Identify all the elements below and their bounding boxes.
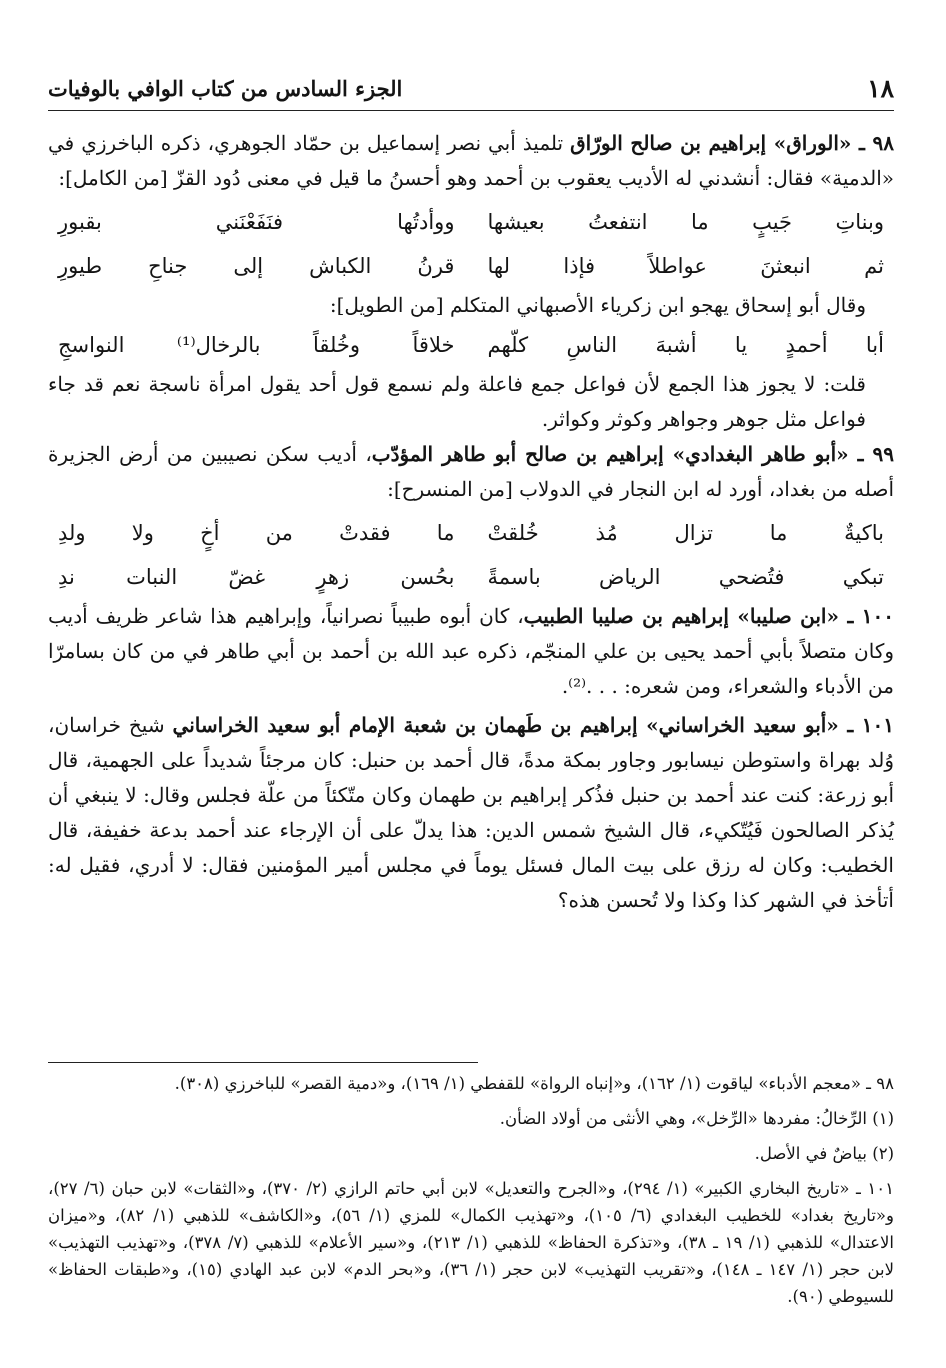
verse-second-hemistich: خلاقاً وخُلقاً بالرخال⁽¹⁾ النواسجِ — [58, 333, 455, 357]
entry-101-paragraph — [48, 708, 894, 918]
entry-101-text: شيخ خراسان، وُلد بهراة واستوطن نيسابور وجاور بمكة مدةً، قال أحمد بن حنبل: كان مرجئاً شديداً على الجهمية، قال أبو زرعة: كنت عند أحمد بن حنبل فذُكر إبراهيم بن طهمان وكان متّكئاً من علّة فجلس وقال: لا ينبغي أن يُذكر الصالحون فَيُتّكيء، قال الشيخ شمس الدين: هذا يدلّ على أن الإرجاء عند أحمد بدعة خفيفة، قال الخطيب: وكان له رزق على بيت المال فسئل يوماً في مجلس أمير المؤمنين فقال: لا أدري، فقيل له: أتأخذ في الشهر كذا وكذا ولا تُحسن هذه؟ — [48, 713, 894, 912]
entry-98-paragraph — [48, 126, 894, 196]
footnote-2: (٢) بياضٌ في الأصل. — [754, 1144, 894, 1163]
verse-first-hemistich: تبكي فتُضحي الرياض باسمةً — [487, 565, 884, 589]
footnote-divider — [48, 1062, 478, 1063]
entry-100-text: ، كان أبوه طبيباً نصرانياً، وإبراهيم هذا شاعر ظريف أديب وكان متصلاً بأبي أحمد يحيى بن علي المنجّم، ذكره عبد الله بن أحمد بن أبي طاهر في من كان بسامرّا من الأدباء والشعراء، ومن شعره: . . .⁽²⁾. — [48, 604, 894, 698]
verse-line — [48, 511, 894, 555]
entry-98-heading: ٩٨ ـ «الوراق» إبراهيم بن صالح الورّاق — [570, 131, 894, 155]
verse-first-hemistich: وبناتِ جَيبٍ ما انتفعتُ بعيشها — [487, 210, 884, 234]
verse-line — [48, 323, 894, 367]
footnote-98: ٩٨ ـ «معجم الأدباء» لياقوت (١/ ١٦٢)، و«إنباه الرواة» للقفطي (١/ ١٦٩)، و«دمية القصر» للباخرزي (٣٠٨). — [174, 1074, 894, 1093]
running-title: الجزء السادس من كتاب الوافي بالوفيات — [48, 75, 403, 101]
page-header — [48, 66, 894, 111]
footnote-101: ١٠١ ـ «تاريخ البخاري الكبير» (١/ ٢٩٤)، و«الجرح والتعديل» لابن أبي حاتم الرازي (٢/ ٣٧٠)، و«الثقات» لابن حبان (٦/ ٢٧)، و«تاريخ بغداد» للخطيب البغدادي (٦/ ١٠٥)، و«تهذيب الكمال» للمزي (١/ ٥٦)، و«الكاشف» للذهبي (١/ ٨٢)، و«ميزان الاعتدال» للذهبي (١/ ١٩ ـ ٣٨)، و«تذكرة الحفاظ» للذهبي (١/ ٢١٣)، و«سير الأعلام» للذهبي (٧/ ٣٧٨)، و«تهذيب التهذيب» لابن حجر (١/ ١٤٧ ـ ١٤٨)، و«تقريب التهذيب» لابن حجر (١/ ٣٦)، و«بحر الدم» لابن عبد الهادي (١٥)، و«طبقات الحفاظ» للسيوطي (٩٠). — [48, 1179, 894, 1306]
verse-second-hemistich: ما فقدتْ من أخٍ ولا ولدِ — [58, 521, 455, 545]
page-number: ١٨ — [867, 73, 894, 103]
verse-line — [48, 244, 894, 288]
verse-line — [48, 555, 894, 599]
footnotes — [48, 1070, 894, 1317]
verse-first-hemistich: ثم انبعثنَ عواطلاً فإذا لها — [487, 254, 884, 278]
verse-second-hemistich: قرنُ الكباش إلى جناحِ طيورِ — [58, 254, 455, 278]
entry-100-paragraph — [48, 599, 894, 704]
verse-first-hemistich: أبا أحمدٍ يا أشبهَ الناسِ كلّهم — [487, 333, 884, 357]
verse-line — [48, 200, 894, 244]
verse-second-hemistich: ووأدتُها فنَفَعْنَني بقبورِ — [58, 210, 455, 234]
main-text — [48, 126, 894, 922]
entry-98-note: قلت: لا يجوز هذا الجمع لأن فواعل جمع فاعلة ولم نسمع قول أحد يقول امرأة ناسجة نعم قد جاء فواعل مثل جوهر وجواهر وكوثر وكواثر. — [48, 372, 866, 431]
footnote-1: (١) الرِّخالُ: مفردها «الرِّخل»، وهي الأنثى من أولاد الضأن. — [499, 1109, 894, 1128]
entry-99-text: ، أديب سكن نصيبين من أرض الجزيرة أصله من بغداد، أورد له ابن النجار في الدولاب [من المنسرح]: — [48, 442, 894, 501]
entry-98-text-2: وقال أبو إسحاق يهجو ابن زكرياء الأصبهاني المتكلم [من الطويل]: — [329, 293, 866, 317]
entry-99-heading: ٩٩ ـ «أبو طاهر البغدادي» إبراهيم بن صالح أبو طاهر المؤدّب — [371, 442, 894, 466]
verse-second-hemistich: بحُسن زهرٍ غضّ النبات ندِ — [58, 565, 455, 589]
entry-98-text: تلميذ أبي نصر إسماعيل بن حمّاد الجوهري، ذكره الباخرزي في «الدمية» فقال: أنشدني له الأديب يعقوب بن أحمد وهو أحسنُ ما قيل في معنى دُود القزّ [من الكامل]: — [48, 131, 894, 190]
verse-first-hemistich: باكيةٌ ما تزال مُذ خُلقتْ — [487, 521, 884, 545]
entry-100-heading: ١٠٠ ـ «ابن صليبا» إبراهيم بن صليبا الطبيب — [523, 604, 894, 628]
entry-101-heading: ١٠١ ـ «أبو سعيد الخراساني» إبراهيم بن طَهمان بن شعبة الإمام أبو سعيد الخراساني — [172, 713, 894, 737]
entry-99-paragraph — [48, 437, 894, 507]
